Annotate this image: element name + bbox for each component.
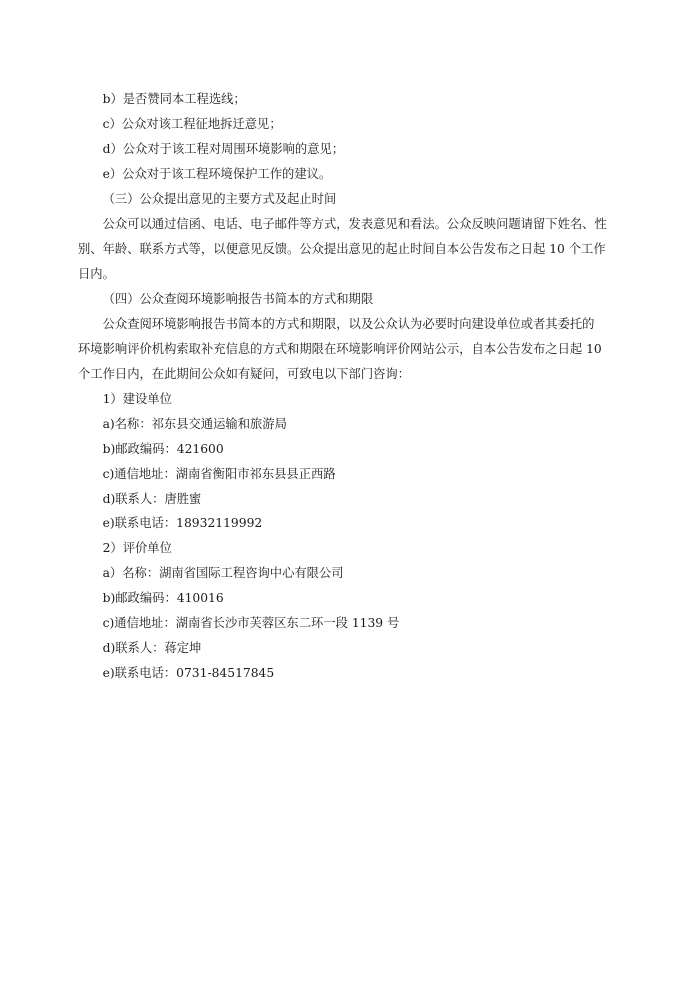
list-item: b)邮政编码：421600 — [102, 441, 224, 456]
list-item: b)邮政编码：410016 — [102, 591, 224, 606]
list-item: c)通信地址：湖南省长沙市芙蓉区东二环一段 1139 号 — [102, 616, 400, 631]
paragraph-line: 公众可以通过信函、电话、电子邮件等方式，发表意见和看法。公众反映问题请留下姓名、性 — [102, 216, 607, 231]
list-item: 1）建设单位 — [102, 391, 172, 406]
section-heading: （三）公众提出意见的主要方式及起止时间 — [102, 191, 337, 206]
document-body — [78, 88, 622, 686]
list-item: e)联系电话：18932119992 — [102, 516, 263, 531]
list-item: b）是否赞同本工程选线； — [102, 92, 246, 106]
paragraph-line: 日内。 — [78, 266, 115, 281]
list-item: d)联系人：蒋定坤 — [102, 641, 202, 656]
list-item: e)联系电话：0731-84517845 — [102, 666, 275, 681]
section-heading: （四）公众查阅环境影响报告书简本的方式和期限 — [102, 291, 374, 306]
paragraph-line: 个工作日内，在此期间公众如有疑问，可致电以下部门咨询： — [78, 366, 411, 381]
list-item: d）公众对于该工程对周围环境影响的意见； — [102, 141, 345, 156]
list-item: c）公众对该工程征地拆迁意见； — [102, 116, 282, 131]
list-item: a）名称：湖南省国际工程咨询中心有限公司 — [102, 566, 344, 581]
list-item: 2）评价单位 — [102, 541, 172, 556]
list-item: e）公众对于该工程环境保护工作的建议。 — [102, 166, 332, 181]
paragraph-line: 公众查阅环境影响报告书简本的方式和期限，以及公众认为必要时向建设单位或者其委托的 — [102, 316, 595, 331]
list-item: d)联系人：唐胜蜜 — [102, 491, 202, 506]
paragraph-line: 环境影响评价机构索取补充信息的方式和期限在环境影响评价网站公示，自本公告发布之日起 10 — [78, 341, 602, 356]
paragraph-line: 别、年龄、联系方式等，以便意见反馈。公众提出意见的起止时间自本公告发布之日起 10 个工作 — [78, 241, 606, 256]
list-item: a)名称：祁东县交通运输和旅游局 — [102, 416, 287, 431]
list-item: c)通信地址：湖南省衡阳市祁东县县正西路 — [102, 466, 336, 481]
